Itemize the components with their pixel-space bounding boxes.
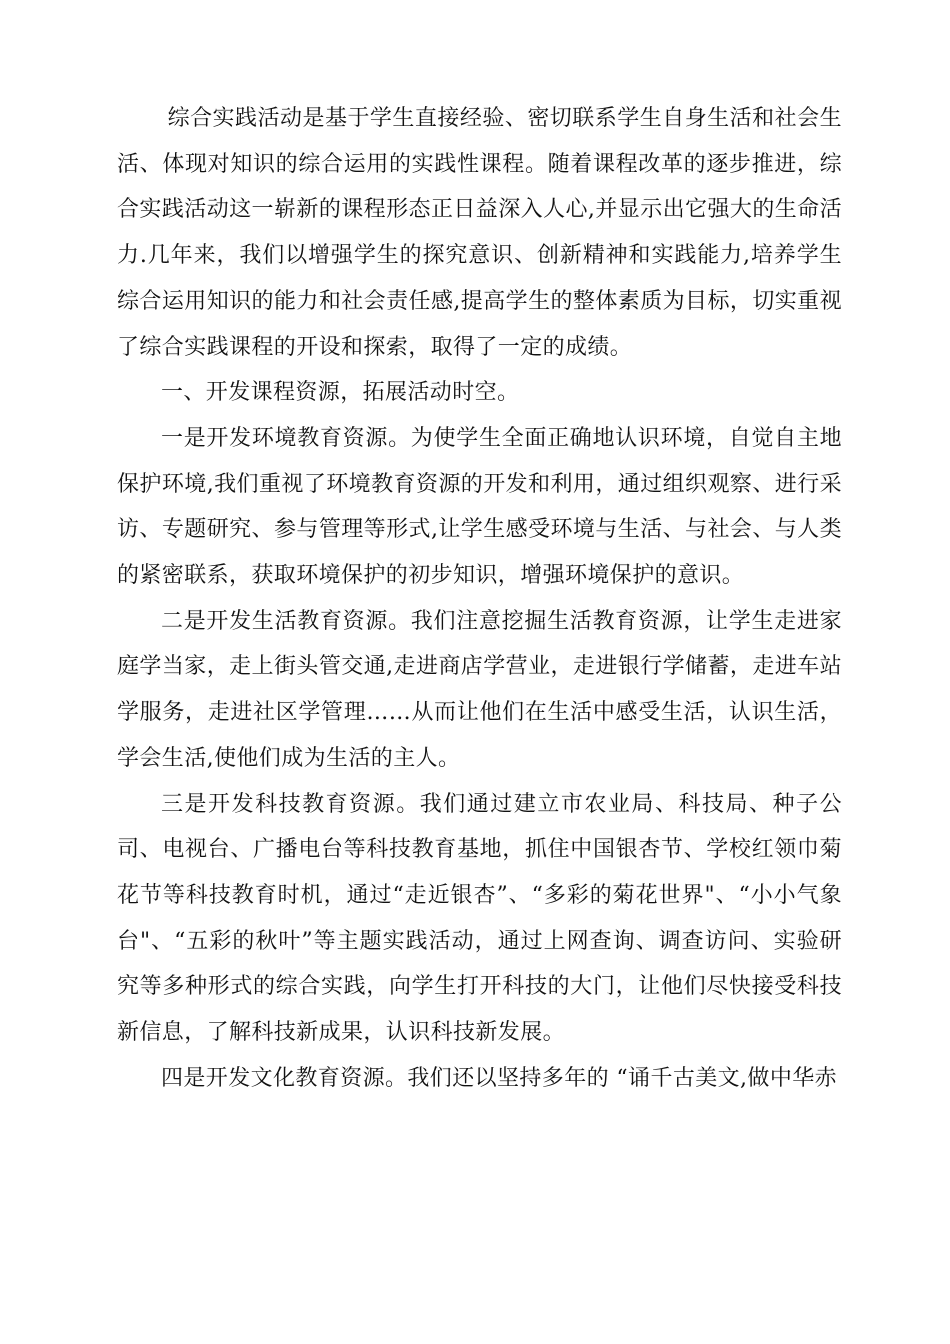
culture-resources-paragraph: 四是开发文化教育资源。我们还以坚持多年的 “诵千古美文,做中华赤 [161,1065,838,1091]
life-resources-paragraph: 二是开发生活教育资源。我们注意挖掘生活教育资源，让学生走进家庭学当家，走上街头管交通,走进商店学营业，走进银行学储蓄，走进车站学服务，走进社区学管理……从而让他们在生活中感受生活，认识生活，学会生活,使他们成为生活的主人。 [117,608,842,771]
intro-paragraph: 综合实践活动是基于学生直接经验、密切联系学生自身生活和社会生活、体现对知识的综合运用的实践性课程。随着课程改革的逐步推进，综合实践活动这一崭新的课程形态正日益深入人心,并显示出它强大的生命活力.几年来，我们以增强学生的探究意识、创新精神和实践能力,培养学生综合运用知识的能力和社会责任感,提高学生的整体素质为目标，切实重视了综合实践课程的开设和探索，取得了一定的成绩。 [117,106,842,360]
technology-resources-paragraph: 三是开发科技教育资源。我们通过建立市农业局、科技局、种子公司、电视台、广播电台等科技教育基地，抓住中国银杏节、学校红领巾菊花节等科技教育时机，通过“走近银杏”、“多彩的菊花世界"、“小小气象台"、“五彩的秋叶”等主题实践活动，通过上网查询、调查访问、实验研究等多种形式的综合实践，向学生打开科技的大门，让他们尽快接受科技新信息，了解科技新成果，认识科技新发展。 [117,791,842,1046]
section-heading: 一、开发课程资源，拓展活动时空。 [161,380,520,406]
document-body [117,96,842,1101]
environment-resources-paragraph: 一是开发环境教育资源。为使学生全面正确地认识环境，自觉自主地保护环境,我们重视了环境教育资源的开发和利用，通过组织观察、进行采访、专题研究、参与管理等形式,让学生感受环境与生活、与社会、与人类的紧密联系，获取环境保护的初步知识，增强环境保护的意识。 [117,425,842,589]
